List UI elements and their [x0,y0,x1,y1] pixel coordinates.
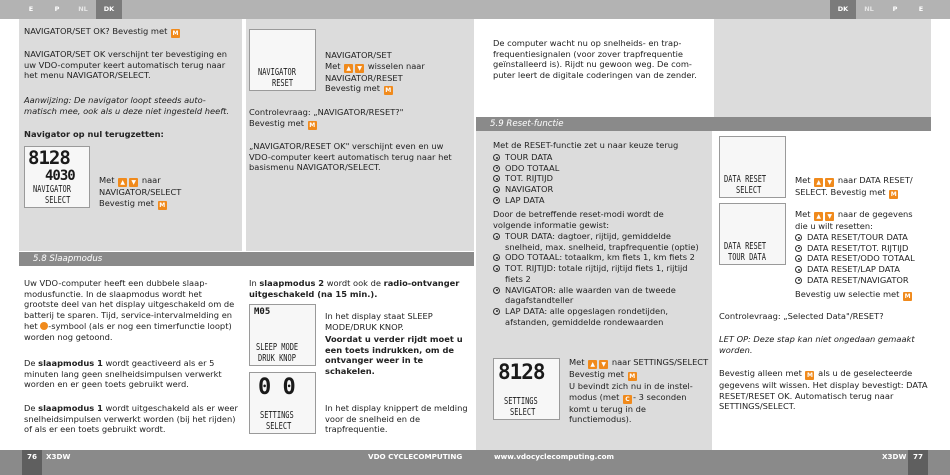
step-text: naar DATA RESET/ SELECT. Bevestig met [795,175,913,197]
lcd-digits: 0 0 [258,375,295,400]
bullet-icon [493,287,500,294]
bullet-icon [795,255,802,262]
sleep-text: De [24,358,36,368]
step-text: NAVIGATOR/SET [325,50,392,60]
list-item: TOT. RIJTIJD: totale rijtijd, rijtijd fiets 1, rijtijd fiets 2 [493,263,708,284]
lcd-digits: 8128 [498,360,545,384]
lcd-text-line-2: TOUR DATA [728,251,766,263]
list-item: LAP DATA: alle opgeslagen rondetijden, afstanden, gemiddelde rondewaarden [493,306,708,327]
lang-tab-dk-right[interactable]: DK [830,0,856,19]
p76-paragraph-1: NAVIGATOR/SET OK verschijnt ter bevestiging en uw VDO-computer keert automatisch terug naar het menu NAVIGATOR/SELECT. [24,49,228,81]
step-text: Bevestig met [99,197,155,208]
lcd-display-data-reset-tour [719,203,786,265]
step-text: Bevestig met [569,369,625,379]
sleep2-text-bold: slaapmodus 2 [259,278,325,288]
sleep-text-bold: slaapmodus 1 [38,403,103,413]
step-text: NAVIGATOR/RESET [325,72,403,83]
lang-tab-p-right[interactable]: P [892,5,898,13]
p76-heading-navigator-reset: Navigator op nul terugzetten: [24,129,164,139]
list-item: DATA RESET/TOUR DATA [795,232,927,243]
lcd-text-line-2: SELECT [510,406,536,418]
step-text: als u de geselecteerde gegevens wilt wissen. Het display bevestigt: DATA RESET/RESET OK. Automatisch terug naar SETTINGS/SELECT. [719,368,928,412]
m-key-icon: M [629,373,636,380]
sleep2-text: In [249,278,257,288]
down-key-icon: ▼ [129,178,138,187]
p77-reset-options-list [493,152,708,206]
list-item: TOT. RIJTIJD [493,173,708,184]
c-key-icon: C [623,395,632,404]
sleep-text: wordt uitgeschakeld als er weer snelheidsimpulsen verwerkt worden (bij het rijden) of als er een toets gebruikt wordt. [24,403,238,435]
step-text: Met [795,175,811,185]
bullet-icon [795,266,802,273]
lcd-display-navigator-select [24,146,90,208]
m-key-icon: M [890,191,897,198]
down-key-icon: ▼ [825,212,834,221]
lcd-display-sleep-mode [249,304,316,366]
sleep-text-bold: slaapmodus 1 [38,358,103,368]
p77-intro-paragraph: De computer wacht nu op snelheids- en trap-frequentiesignalen (voor zover trapfrequentie geïnstalleerd is). Rijdt nu gewoon weg. De com-puter leert de digitale coderingen van de zender. [493,38,697,81]
p76-sleep-mode-1-off [24,403,238,435]
lcd-digits-secondary: 4030 [45,168,75,184]
lang-tab-p-left[interactable]: P [54,5,60,13]
control-text: Controlevraag: „NAVIGATOR/RESET?" [249,107,404,117]
lang-tab-e-left[interactable]: E [28,5,34,13]
list-item: LAP DATA [493,195,708,206]
p77-reset-intro: Met de RESET-functie zet u naar keuze terug [493,140,679,150]
step-text: U bevindt zich nu in de instel-modus (met [569,381,693,402]
sleep-text: Uw VDO-computer heeft een dubbele slaap-modusfunctie. In de slaapmodus wordt het grootste deel van het display uitgeschakeld om de batterij te sparen. Tijd, service-intervalmelding en het [24,278,235,331]
bullet-icon [493,186,500,193]
sleep-text: -symbool (als er nog een timerfunctie loopt) worden nog getoond. [24,320,232,342]
p77-final-confirm [719,368,929,412]
lcd-text-line-1: DATA RESET [724,240,767,252]
step-text: wisselen naar [367,60,425,71]
list-item: DATA RESET/ODO TOTAAL [795,253,927,264]
m-key-icon: M [385,87,392,95]
step-text: Met [569,357,585,367]
section-heading-slaapmodus: 5.8 Slaapmodus [19,252,474,266]
footer-model-right: X3DW [882,452,907,461]
bullet-icon [795,245,802,252]
list-item: TOUR DATA: dagtoer, rijtijd, gemiddelde snelheid, max. snelheid, trapfrequentie (optie) [493,231,708,252]
p76-sleep-mode-1-on [24,358,238,390]
p77-data-reset-options [795,232,927,286]
sleep2-text: wordt ook de [326,278,381,288]
footer-brand: VDO CYCLECOMPUTING [368,452,463,461]
bullet-icon [493,175,500,182]
step-text: Met [795,209,811,219]
lcd-digits: M05 [254,307,271,317]
section-heading-reset: 5.9 Reset-functie [476,117,931,131]
footer-bar [0,450,950,475]
p77-control-question: Controlevraag: „Selected Data"/RESET? [719,311,884,321]
step-text: naar [141,175,161,185]
list-item: DATA RESET/LAP DATA [795,264,927,275]
p77-confirm-selection [795,289,927,301]
p76-sleep-mode-2 [249,278,471,299]
p77-step-settings-select [569,357,709,425]
p77-step-select-data [795,209,927,232]
p77-reset-description: Door de betreffende reset-modi wordt de volgende informatie gewist: [493,209,664,230]
step-text: Bevestig uw selectie met [795,289,900,299]
step-text: Met [99,175,115,185]
p76-step-navigator-set [325,50,470,95]
footer-url-link[interactable]: www.vdocyclecomputing.com [494,452,615,461]
m-key-icon: M [904,293,911,300]
p76-sleep-warning: Voordat u verder rijdt moet u een toets indrukken, om de ontvanger weer in te schakelen. [325,334,463,377]
list-item: DATA RESET/NAVIGATOR [795,275,927,286]
up-key-icon: ▲ [814,178,823,187]
bullet-icon [795,234,802,241]
step-text: Met [325,60,341,71]
page-number-right: 77 [908,450,928,475]
lcd-text-line-1: SETTINGS [260,409,294,421]
bullet-icon [493,154,500,161]
step-text: Bevestig alleen met [719,368,802,378]
lcd-text-line-1: SLEEP MODE [256,341,299,353]
bullet-icon [493,254,500,261]
lcd-text-line-2: DRUK KNOP [258,352,296,364]
step-text: NAVIGATOR/SELECT [99,187,182,197]
p76-reset-ok-paragraph: „NAVIGATOR/RESET OK" verschijnt even en uw VDO-computer keert automatisch terug naar het basismenu NAVIGATOR/SELECT. [249,141,452,173]
down-key-icon: ▼ [825,178,834,187]
p77-warning-hint: LET OP: Deze stap kan niet ongedaan gemaakt worden. [719,334,915,355]
m-key-icon: M [172,30,179,37]
p76-control-question [249,107,469,130]
p76-hint: Aanwijzing: De navigator loopt steeds auto-matisch mee, ook als u deze niet ingesteld heeft. [24,95,230,116]
page-number-left: 76 [22,450,42,475]
lcd-text-line-1: SETTINGS [504,395,538,407]
list-item: NAVIGATOR [493,184,708,195]
sleep2-text-bold: radio-ontvanger uitgeschakeld (na 15 min.). [249,278,460,299]
step-text: naar de gegevens die u wilt resetten: [795,209,913,231]
p76-blink-text: In het display knippert de melding voor de snelheid en de trapfrequentie. [325,403,468,435]
up-key-icon: ▲ [814,212,823,221]
list-item: ODO TOTAAL: totaalkm, km fiets 1, km fiets 2 [493,252,708,263]
bullet-icon [493,165,500,172]
lang-tab-nl-left[interactable]: NL [78,5,88,13]
control-text: Bevestig met [249,117,305,128]
lcd-display-settings-select [249,372,316,434]
p77-reset-details-list [493,231,708,327]
lang-tab-nl-right[interactable]: NL [864,5,874,13]
lcd-text-line-1: DATA RESET [724,173,767,185]
list-item: TOUR DATA [493,152,708,163]
up-key-icon: ▲ [588,360,597,369]
lcd-display-settings-select-reset [493,358,560,420]
m-key-icon: M [806,372,813,379]
down-key-icon: ▼ [599,360,608,369]
p76-step-navigator-select [99,175,239,210]
list-item: NAVIGATOR: alle waarden van de tweede dagafstandteller [493,285,708,306]
lang-tab-e-right[interactable]: E [918,5,924,13]
step-text: naar SETTINGS/SELECT [611,357,709,367]
header-bar [0,0,950,19]
up-key-icon: ▲ [118,178,127,187]
sleep-text: De [24,403,36,413]
down-key-icon: ▼ [355,64,364,73]
p76-confirm-question [24,26,239,38]
bullet-icon [493,197,500,204]
sleep-text: wordt geactiveerd als er 5 minuten lang geen snelheidsimpulsen verwerkt worden en er geen toets gebruikt werd. [24,358,222,390]
bullet-icon [493,233,500,240]
p76-sleep-intro [24,278,238,342]
m-key-icon: M [159,201,166,209]
p76-sleep-display-text: In het display staat SLEEP MODE/DRUK KNOP. [325,311,433,332]
up-key-icon: ▲ [344,64,353,73]
bullet-icon [795,277,802,284]
bullet-icon [493,308,500,315]
confirm-text: NAVIGATOR/SET OK? Bevestig met [24,26,168,36]
lcd-text-line-2: RESET [272,77,294,89]
m-key-icon: M [309,121,316,129]
bullet-icon [493,265,500,272]
lcd-text-line-1: NAVIGATOR [33,183,71,195]
lcd-text-line-1: NAVIGATOR [258,66,296,78]
step-text: Bevestig met [325,83,381,94]
lcd-text-line-2: SELECT [736,184,762,196]
list-item: ODO TOTAAL [493,163,708,174]
lcd-text-line-2: SELECT [45,194,71,206]
lang-tab-dk-left[interactable]: DK [96,0,122,19]
footer-model-left: X3DW [46,452,71,461]
lcd-text-line-2: SELECT [266,420,292,432]
lcd-display-navigator-reset [249,29,316,91]
list-item: DATA RESET/TOT. RIJTIJD [795,243,927,254]
step-text: - 3 seconden komt u terug in de functiemodus). [569,391,687,425]
lcd-digits: 8128 [28,147,70,169]
p77-step-data-reset-select [795,175,927,199]
p77-top-right-panel [714,19,931,117]
lcd-display-data-reset-select [719,136,786,198]
